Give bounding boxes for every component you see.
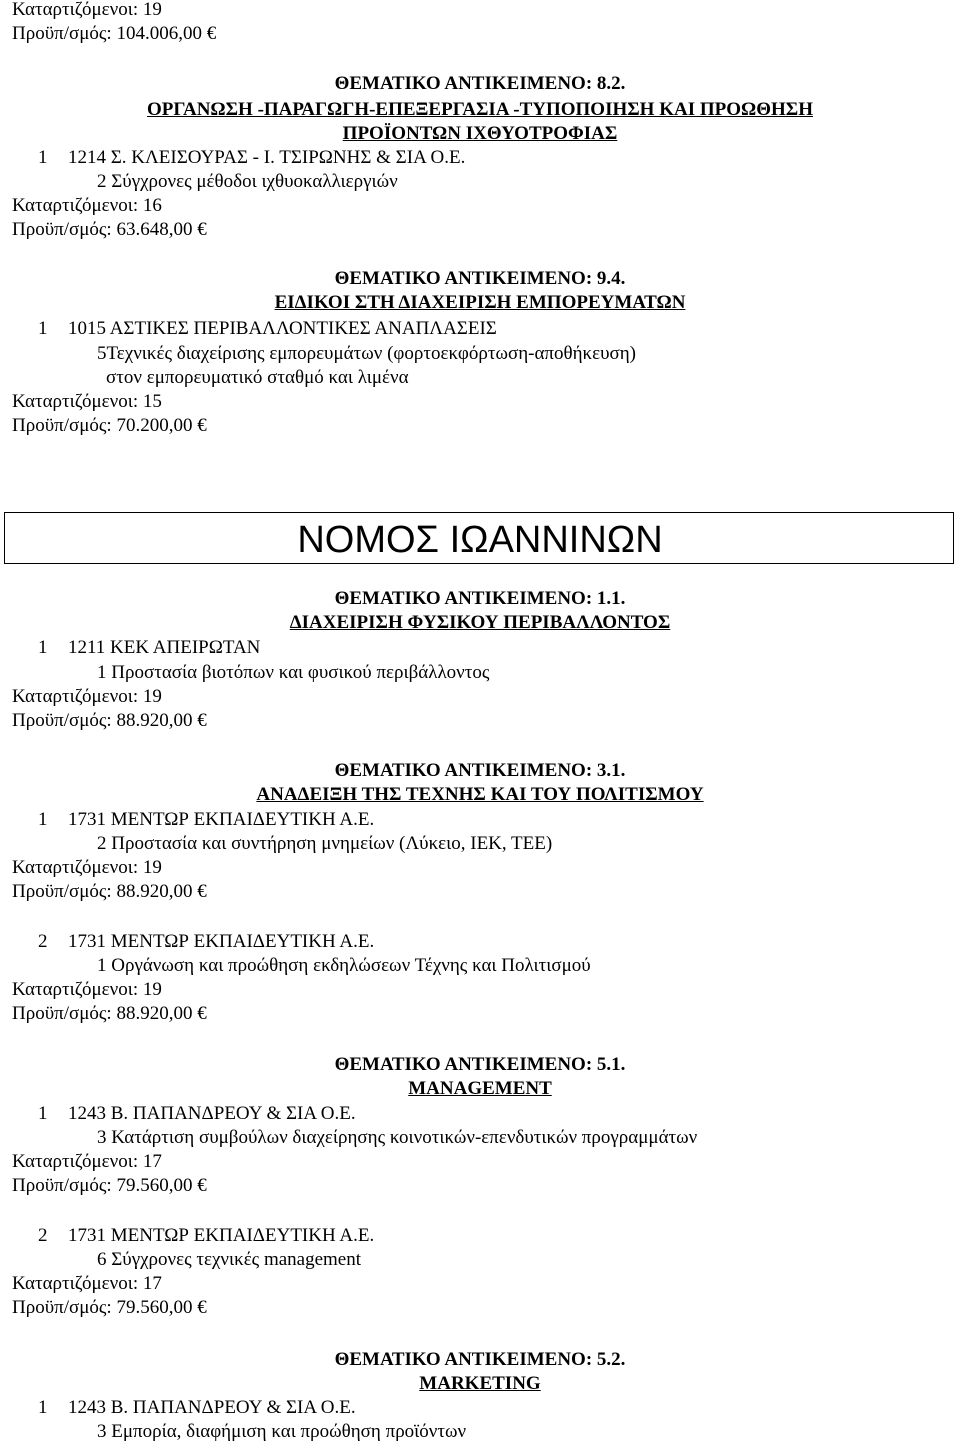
budget-amount: Προϋπ/σμός: 79.560,00 € bbox=[12, 1175, 207, 1196]
trainees-count: Καταρτιζόμενοι: 19 bbox=[12, 979, 162, 1000]
topic-title: MARKETING bbox=[419, 1373, 541, 1394]
topic-title-continued: ΠΡΟΪΟΝΤΩΝ ΙΧΘΥΟΤΡΟΦΙΑΣ bbox=[342, 123, 618, 144]
course-title: 3 Κατάρτιση συμβούλων διαχείρησης κοινοτικών-επενδυτικών προγραμμάτων bbox=[97, 1127, 698, 1148]
course-title: 2 Σύγχρονες μέθοδοι ιχθυοκαλλιεργιών bbox=[97, 171, 398, 192]
provider-name: 1731 ΜΕΝΤΩΡ ΕΚΠΑΙΔΕΥΤΙΚΗ Α.Ε. bbox=[68, 809, 375, 830]
course-title: 6 Σύγχρονες τεχνικές management bbox=[97, 1249, 362, 1270]
budget-amount: Προϋπ/σμός: 63.648,00 € bbox=[12, 219, 207, 240]
topic-heading: ΘΕΜΑΤΙΚΟ ΑΝΤΙΚΕΙΜΕΝΟ: 9.4. bbox=[334, 268, 626, 289]
course-title: 3 Εμπορία, διαφήμιση και προώθηση προϊόντων bbox=[97, 1421, 467, 1442]
budget-amount: Προϋπ/σμός: 88.920,00 € bbox=[12, 881, 207, 902]
course-title: 1 Προστασία βιοτόπων και φυσικού περιβάλλοντος bbox=[97, 662, 490, 683]
topic-heading: ΘΕΜΑΤΙΚΟ ΑΝΤΙΚΕΙΜΕΝΟ: 5.1. bbox=[334, 1054, 626, 1075]
topic-title: ΕΙΔΙΚΟΙ ΣΤΗ ΔΙΑΧΕΙΡΙΣΗ ΕΜΠΟΡΕΥΜΑΤΩΝ bbox=[274, 292, 686, 313]
provider-name: 1731 ΜΕΝΤΩΡ ΕΚΠΑΙΔΕΥΤΙΚΗ Α.Ε. bbox=[68, 1225, 375, 1246]
topic-title: ΔΙΑΧΕΙΡΙΣΗ ΦΥΣΙΚΟΥ ΠΕΡΙΒΑΛΛΟΝΤΟΣ bbox=[289, 612, 671, 633]
course-title: 2 Προστασία και συντήρηση μνημείων (Λύκειο, ΙΕΚ, ΤΕΕ) bbox=[97, 833, 553, 854]
topic-title: MANAGEMENT bbox=[408, 1078, 552, 1099]
entry-number: 1 bbox=[38, 318, 48, 339]
course-title-continued: στον εμπορευματικό σταθμό και λιμένα bbox=[106, 367, 409, 388]
course-title: 1 Οργάνωση και προώθηση εκδηλώσεων Τέχνης και Πολιτισμού bbox=[97, 955, 591, 976]
entry-number: 1 bbox=[38, 1103, 48, 1124]
trainees-count: Καταρτιζόμενοι: 17 bbox=[12, 1273, 162, 1294]
trainees-count: Καταρτιζόμενοι: 15 bbox=[12, 391, 162, 412]
entry-number: 2 bbox=[38, 931, 48, 952]
trainees-count: Καταρτιζόμενοι: 19 bbox=[12, 0, 162, 20]
budget-amount: Προϋπ/σμός: 79.560,00 € bbox=[12, 1297, 207, 1318]
region-title: ΝΟΜΟΣ ΙΩΑΝΝΙΝΩΝ bbox=[297, 519, 663, 561]
budget-amount: Προϋπ/σμός: 70.200,00 € bbox=[12, 415, 207, 436]
entry-number: 1 bbox=[38, 147, 48, 168]
provider-name: 1731 ΜΕΝΤΩΡ ΕΚΠΑΙΔΕΥΤΙΚΗ Α.Ε. bbox=[68, 931, 375, 952]
course-title: 5Τεχνικές διαχείρισης εμπορευμάτων (φορτοεκφόρτωση-αποθήκευση) bbox=[97, 343, 637, 364]
entry-number: 1 bbox=[38, 1397, 48, 1418]
topic-heading: ΘΕΜΑΤΙΚΟ ΑΝΤΙΚΕΙΜΕΝΟ: 8.2. bbox=[334, 73, 626, 94]
entry-number: 1 bbox=[38, 637, 48, 658]
entry-number: 2 bbox=[38, 1225, 48, 1246]
topic-title: ΑΝΑΔΕΙΞΗ ΤΗΣ ΤΕΧΝΗΣ ΚΑΙ ΤΟΥ ΠΟΛΙΤΙΣΜΟΥ bbox=[256, 784, 704, 805]
topic-heading: ΘΕΜΑΤΙΚΟ ΑΝΤΙΚΕΙΜΕΝΟ: 1.1. bbox=[334, 588, 626, 609]
provider-name: 1214 Σ. ΚΛΕΙΣΟΥΡΑΣ - Ι. ΤΣΙΡΩΝΗΣ & ΣΙΑ Ο.Ε. bbox=[68, 147, 466, 168]
provider-name: 1243 Β. ΠΑΠΑΝΔΡΕΟΥ & ΣΙΑ Ο.Ε. bbox=[68, 1397, 356, 1418]
provider-name: 1243 Β. ΠΑΠΑΝΔΡΕΟΥ & ΣΙΑ Ο.Ε. bbox=[68, 1103, 356, 1124]
budget-amount: Προϋπ/σμός: 104.006,00 € bbox=[12, 23, 217, 44]
budget-amount: Προϋπ/σμός: 88.920,00 € bbox=[12, 710, 207, 731]
topic-heading: ΘΕΜΑΤΙΚΟ ΑΝΤΙΚΕΙΜΕΝΟ: 3.1. bbox=[334, 760, 626, 781]
topic-title: ΟΡΓΑΝΩΣΗ -ΠΑΡΑΓΩΓΗ-ΕΠΕΞΕΡΓΑΣΙΑ -ΤΥΠΟΠΟΙΗΣΗ ΚΑΙ ΠΡΟΩΘΗΣΗ bbox=[147, 99, 813, 120]
trainees-count: Καταρτιζόμενοι: 17 bbox=[12, 1151, 162, 1172]
entry-number: 1 bbox=[38, 809, 48, 830]
trainees-count: Καταρτιζόμενοι: 19 bbox=[12, 686, 162, 707]
provider-name: 1015 ΑΣΤΙΚΕΣ ΠΕΡΙΒΑΛΛΟΝΤΙΚΕΣ ΑΝΑΠΛΑΣΕΙΣ bbox=[68, 318, 497, 339]
provider-name: 1211 ΚΕΚ ΑΠΕΙΡΩΤΑΝ bbox=[68, 637, 261, 658]
trainees-count: Καταρτιζόμενοι: 16 bbox=[12, 195, 162, 216]
topic-heading: ΘΕΜΑΤΙΚΟ ΑΝΤΙΚΕΙΜΕΝΟ: 5.2. bbox=[334, 1349, 626, 1370]
budget-amount: Προϋπ/σμός: 88.920,00 € bbox=[12, 1003, 207, 1024]
trainees-count: Καταρτιζόμενοι: 19 bbox=[12, 857, 162, 878]
